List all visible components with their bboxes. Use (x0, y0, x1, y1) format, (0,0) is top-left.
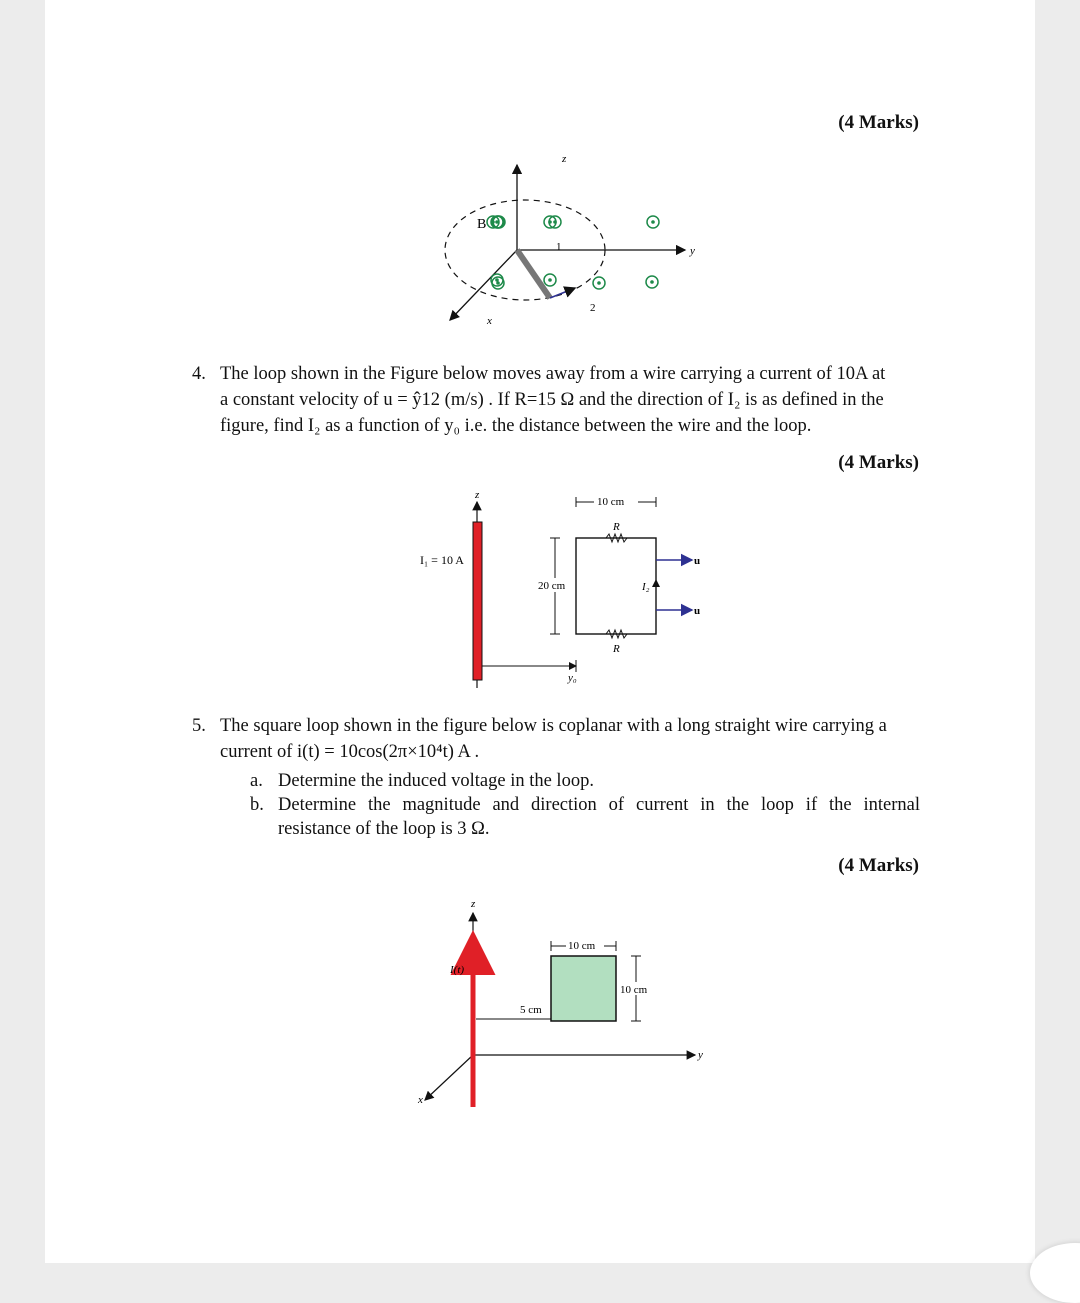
x-axis (450, 250, 517, 320)
current-wire (473, 522, 482, 680)
label-2: 2 (590, 302, 596, 314)
q4-line1: The loop shown in the Figure below moves away from a wire carrying a current of 10A at (220, 361, 919, 387)
q5-part-a (250, 769, 920, 793)
q5-line2: current of i(t) = 10cos(2π×10⁴t) A . (220, 739, 919, 765)
label-1: 1 (556, 241, 562, 253)
loop-current-label: I₂ (641, 581, 650, 593)
figure-square-loop (410, 895, 720, 1110)
axis-x-label: x (417, 1094, 423, 1106)
rotation-arrow (550, 288, 575, 298)
square-loop (551, 956, 616, 1021)
part-b-line1: Determine the magnitude and direction of current in the loop if the internal (278, 793, 920, 817)
width-label: 10 cm (597, 496, 625, 508)
axis-z-label: z (561, 153, 567, 165)
question-5 (192, 713, 919, 765)
part-b-line2: resistance of the loop is 3 Ω. (278, 817, 920, 841)
marks-q3: (4 Marks) (838, 112, 919, 134)
q4-line3: figure, find I₂ as a function of y₀ i.e. the distance between the wire and the loop. (220, 413, 919, 439)
q4-line2: a constant velocity of u = ŷ12 (m/s) . If R=15 Ω and the direction of I₂ is as defined in the (220, 387, 919, 413)
width-label: 10 cm (568, 940, 596, 952)
axis-z-label: z (470, 898, 476, 910)
label-B: B (477, 217, 486, 232)
figure-rotating-loop (415, 150, 715, 330)
q5-line1: The square loop shown in the figure below is coplanar with a long straight wire carrying a (220, 713, 919, 739)
axis-y-label: y (689, 245, 695, 257)
page-curl (1030, 1243, 1080, 1303)
height-label: 10 cm (620, 984, 648, 996)
question-number: 5. (192, 713, 206, 739)
axis-y-label: y (697, 1049, 703, 1061)
axis-z-label: z (474, 489, 480, 501)
marks-q5: (4 Marks) (838, 855, 919, 877)
velocity-top-label: u (694, 555, 700, 567)
axis-x-label: x (486, 315, 492, 327)
loop-bar (517, 250, 550, 298)
document-page (45, 0, 1035, 1263)
y0-label: y₀ (567, 672, 577, 684)
gap-label: 5 cm (520, 1004, 542, 1016)
resistor-top-label: R (612, 521, 620, 533)
question-number: 4. (192, 361, 206, 387)
part-a-label: a. (250, 769, 263, 793)
part-b-label: b. (250, 793, 264, 817)
figure-moving-loop (400, 488, 700, 693)
height-label: 20 cm (538, 580, 566, 592)
velocity-bottom-label: u (694, 605, 700, 617)
resistor-bottom-label: R (612, 643, 620, 655)
current-label: I₁ = 10 A (420, 553, 464, 567)
q5-part-b (250, 793, 920, 841)
x-axis (425, 1055, 473, 1100)
part-a-text: Determine the induced voltage in the loop. (278, 769, 920, 793)
current-label: I(t) (449, 964, 464, 976)
marks-q4: (4 Marks) (838, 452, 919, 474)
question-4 (192, 361, 919, 439)
